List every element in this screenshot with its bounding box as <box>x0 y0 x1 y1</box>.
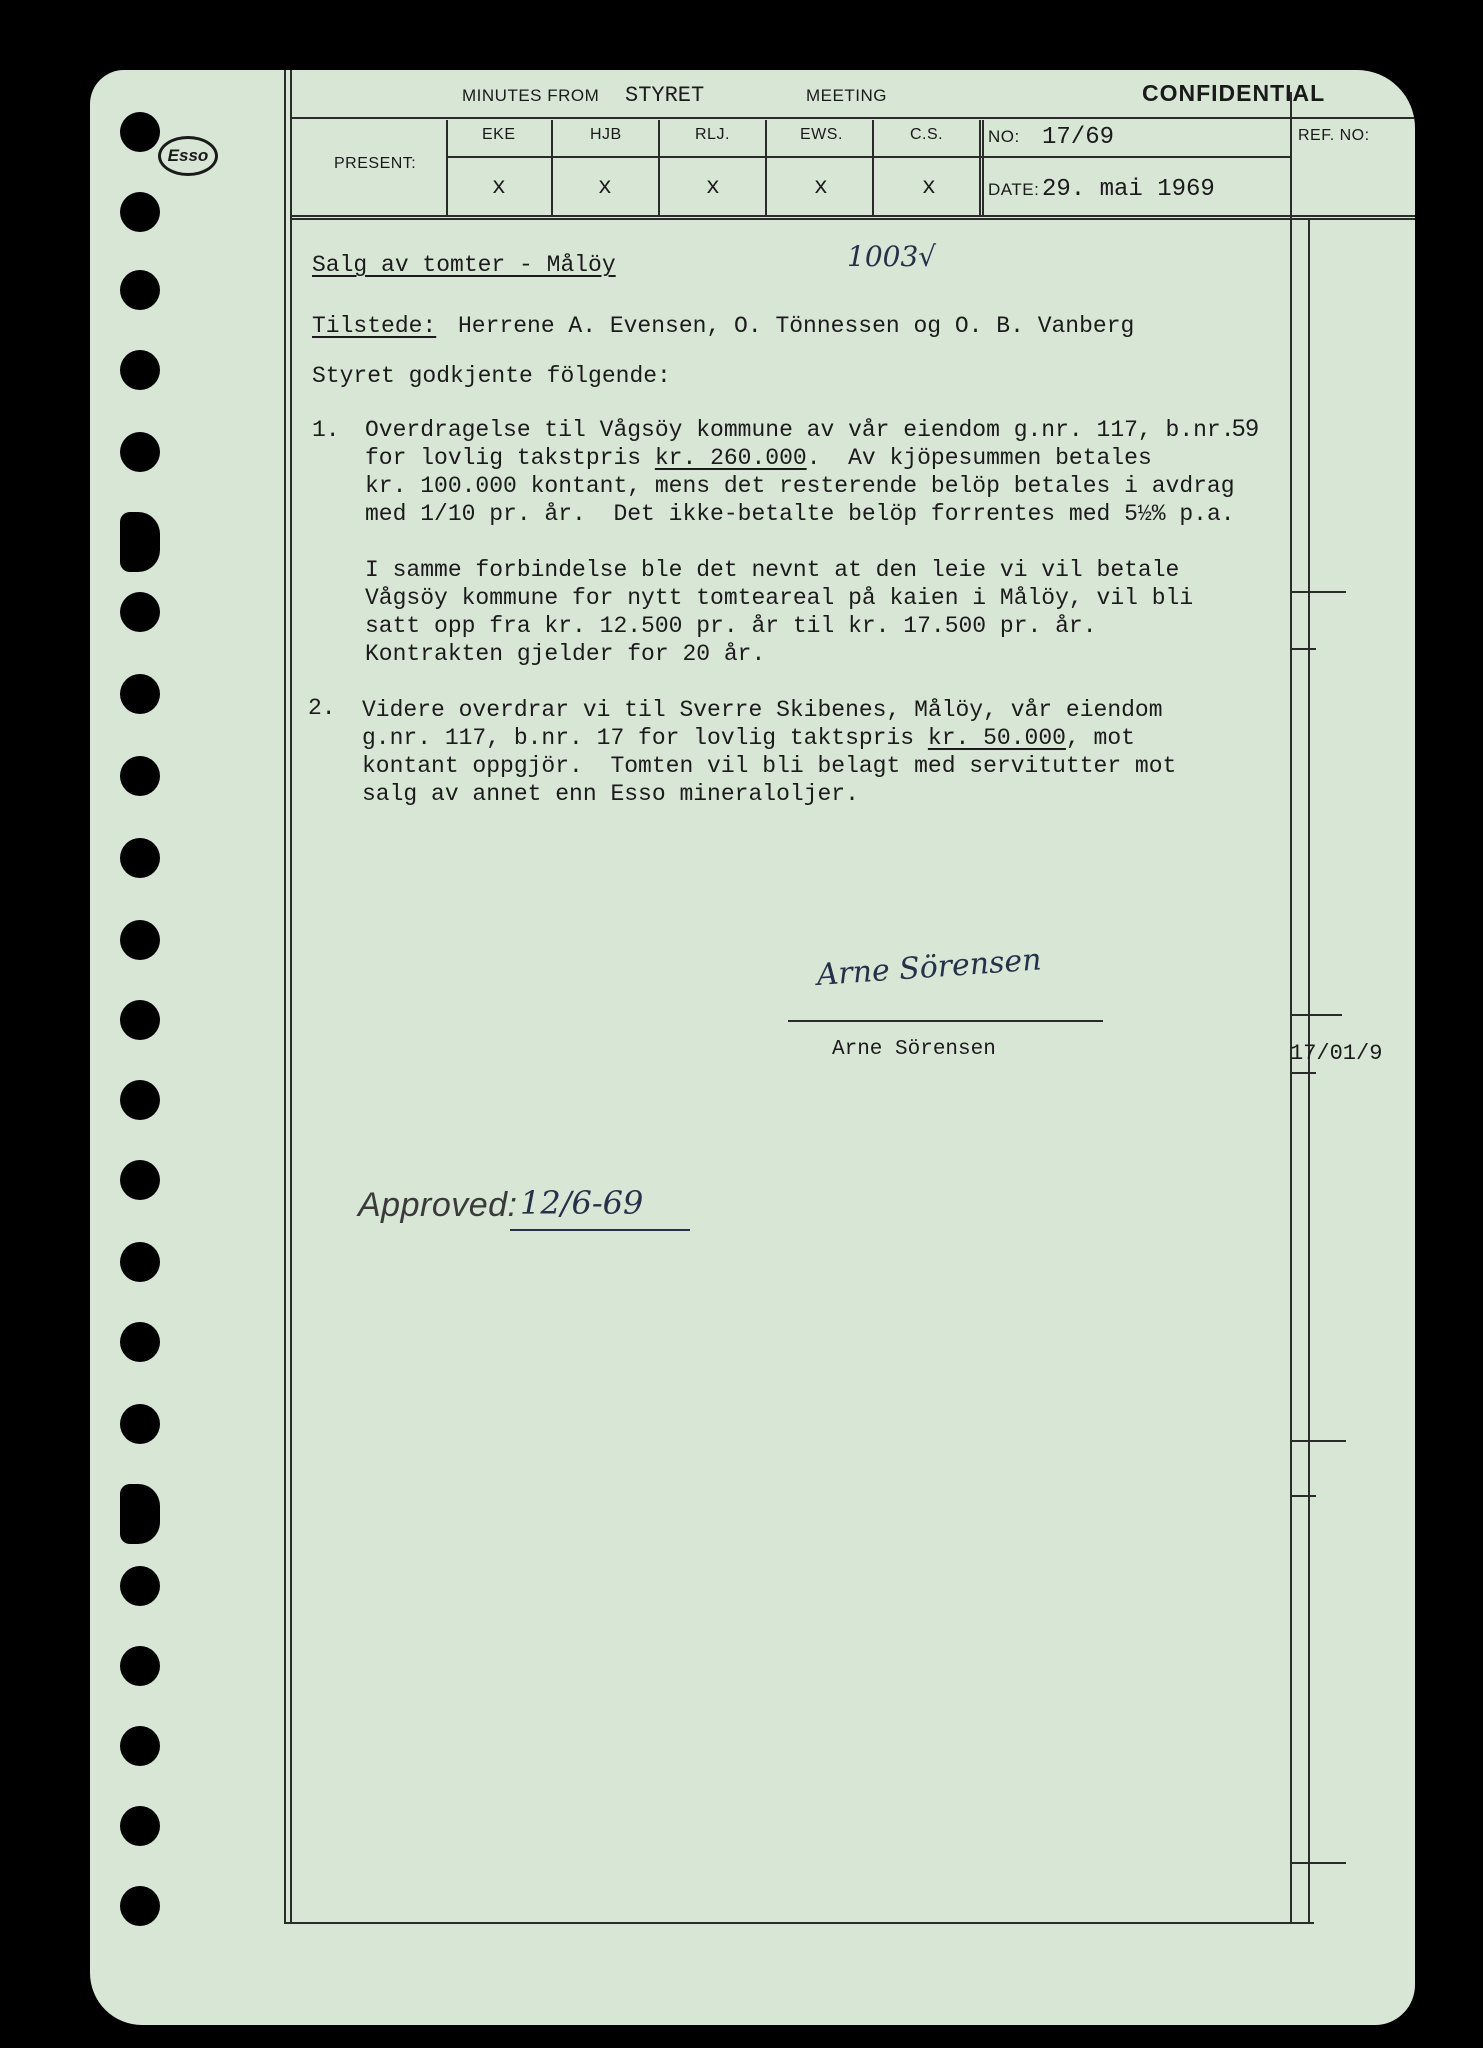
grid-line <box>446 156 982 158</box>
item1-para2-line: Vågsöy kommune for nytt tomteareal på kaien i Målöy, vil bli <box>365 585 1194 611</box>
punch-hole <box>120 1160 160 1200</box>
punch-hole <box>120 756 160 796</box>
intro-text: Styret godkjente fölgende: <box>312 363 671 389</box>
item2-line: kontant oppgjör. Tomten vil bli belagt med servitutter mot <box>362 753 1177 779</box>
grid-line <box>658 120 660 215</box>
present-heading: Tilstede: <box>312 313 437 339</box>
attendee-mark: x <box>706 174 720 200</box>
grid-line <box>765 120 767 215</box>
no-value: 17/69 <box>1042 124 1115 151</box>
punch-hole <box>120 270 160 310</box>
item1-line <box>365 444 1152 472</box>
approved-date: 12/6-69 <box>520 1184 644 1222</box>
signature-line <box>788 1020 1103 1022</box>
no-label: NO: <box>988 127 1020 146</box>
margin-mark <box>1290 591 1346 593</box>
item-number: 2. <box>308 695 336 721</box>
punch-hole <box>120 512 160 572</box>
esso-logo-text: Esso <box>167 146 209 165</box>
margin-mark <box>1290 1440 1346 1442</box>
punch-hole <box>120 192 160 232</box>
grid-line <box>551 120 553 215</box>
grid-line <box>982 120 984 215</box>
signer-name: Arne Sörensen <box>832 1038 996 1061</box>
punch-hole <box>120 1000 160 1040</box>
present-names: Herrene A. Evensen, O. Tönnessen og O. B. Vanberg <box>458 313 1135 339</box>
margin-mark <box>1290 1014 1342 1016</box>
item1-line4-text: p.a. <box>1165 501 1235 527</box>
punch-hole <box>120 1404 160 1444</box>
approved-stamp: Approved: <box>358 1186 518 1224</box>
punch-hole <box>120 920 160 960</box>
punch-hole <box>120 432 160 472</box>
item2-line: salg av annet enn Esso mineraloljer. <box>362 781 859 807</box>
item1-line2-text: . Av kjöpesummen betales <box>806 445 1152 471</box>
item1-line4-text: med 1/10 pr. år. Det ikke-betalte belöp forrentes med <box>365 501 1125 527</box>
minutes-from-label: MINUTES FROM <box>462 86 600 105</box>
margin-mark <box>1290 1495 1316 1497</box>
header-bottom-rule <box>290 218 1415 220</box>
date-label: DATE: <box>988 180 1040 199</box>
grid-line <box>979 120 981 215</box>
meeting-label: MEETING <box>806 86 887 105</box>
item2-line: Videre overdrar vi til Sverre Skibenes, Målöy, vår eiendom <box>362 697 1163 723</box>
punch-hole <box>120 1806 160 1846</box>
attendee-initials: EKE <box>482 126 516 143</box>
document-page <box>90 70 1415 2025</box>
punch-hole <box>120 1566 160 1606</box>
item1-price: kr. 260.000 <box>654 445 807 471</box>
punch-hole <box>120 1726 160 1766</box>
margin-mark <box>1290 1072 1316 1074</box>
item1-line: Overdragelse til Vågsöy kommune av vår eiendom g.nr. 117, b.nr. <box>365 417 1235 443</box>
header-bottom-rule <box>290 215 1415 217</box>
punch-hole <box>120 1646 160 1686</box>
item-number: 1. <box>312 417 340 443</box>
confidential-label: CONFIDENTIAL <box>1142 80 1326 106</box>
punch-hole <box>120 838 160 878</box>
approved-date-underline <box>510 1229 690 1231</box>
grid-line <box>446 120 448 215</box>
item1-line <box>365 500 1235 528</box>
item1-hand-number: 59 <box>1232 415 1259 442</box>
margin-mark <box>1290 1862 1346 1864</box>
item1-line2-text: for lovlig takstpris <box>365 445 655 471</box>
punch-hole <box>120 1322 160 1362</box>
punch-hole <box>120 1242 160 1282</box>
item1-line: kr. 100.000 kontant, mens det resterende belöp betales i avdrag <box>365 473 1235 499</box>
signature: Arne Sörensen <box>815 942 1043 993</box>
item1-para2-line: Kontrakten gjelder for 20 år. <box>365 641 766 667</box>
ref-no-label: REF. NO: <box>1298 127 1370 144</box>
footer-rule <box>284 1922 1314 1924</box>
minutes-title: Salg av tomter - Målöy <box>312 252 616 278</box>
handwritten-ref: 1003√ <box>847 240 937 273</box>
attendee-initials: C.S. <box>910 126 944 143</box>
left-margin-rule <box>284 70 286 1922</box>
attendee-mark: x <box>922 174 936 200</box>
item2-line <box>362 724 1135 752</box>
item2-price: kr. 50.000 <box>927 725 1066 751</box>
item2-line2-text: g.nr. 117, b.nr. 17 for lovlig taktspris <box>362 725 928 751</box>
attendee-initials: HJB <box>590 126 622 143</box>
grid-line <box>872 120 874 215</box>
date-value: 29. mai 1969 <box>1042 176 1215 203</box>
punch-hole <box>120 592 160 632</box>
grid-line <box>982 156 1290 158</box>
item1-para2-line: I samme forbindelse ble det nevnt at den leie vi vil betale <box>365 557 1180 583</box>
punch-hole <box>120 674 160 714</box>
item2-line2-text: , mot <box>1065 725 1135 751</box>
attendee-initials: RLJ. <box>695 126 730 143</box>
left-margin-rule <box>290 70 292 1922</box>
esso-logo <box>158 136 218 176</box>
punch-hole <box>120 1080 160 1120</box>
attendee-mark: x <box>492 174 506 200</box>
punch-hole <box>120 350 160 390</box>
margin-mark <box>1290 648 1316 650</box>
attendee-initials: EWS. <box>800 126 843 143</box>
header-rule <box>290 117 1415 119</box>
right-margin-rule <box>1290 92 1292 1924</box>
punch-hole <box>120 1484 160 1544</box>
attendee-mark: x <box>598 174 612 200</box>
punch-hole <box>120 112 160 152</box>
minutes-from-value: STYRET <box>625 83 705 108</box>
attendee-mark: x <box>814 174 828 200</box>
present-label: PRESENT: <box>334 155 417 172</box>
grid-line <box>1290 120 1292 215</box>
item1-interest-rate: 5½% <box>1124 501 1166 527</box>
margin-ref: 17/01/9 <box>1290 1041 1383 1066</box>
punch-hole <box>120 1886 160 1926</box>
item1-para2-line: satt opp fra kr. 12.500 pr. år til kr. 17.500 pr. år. <box>365 613 1097 639</box>
